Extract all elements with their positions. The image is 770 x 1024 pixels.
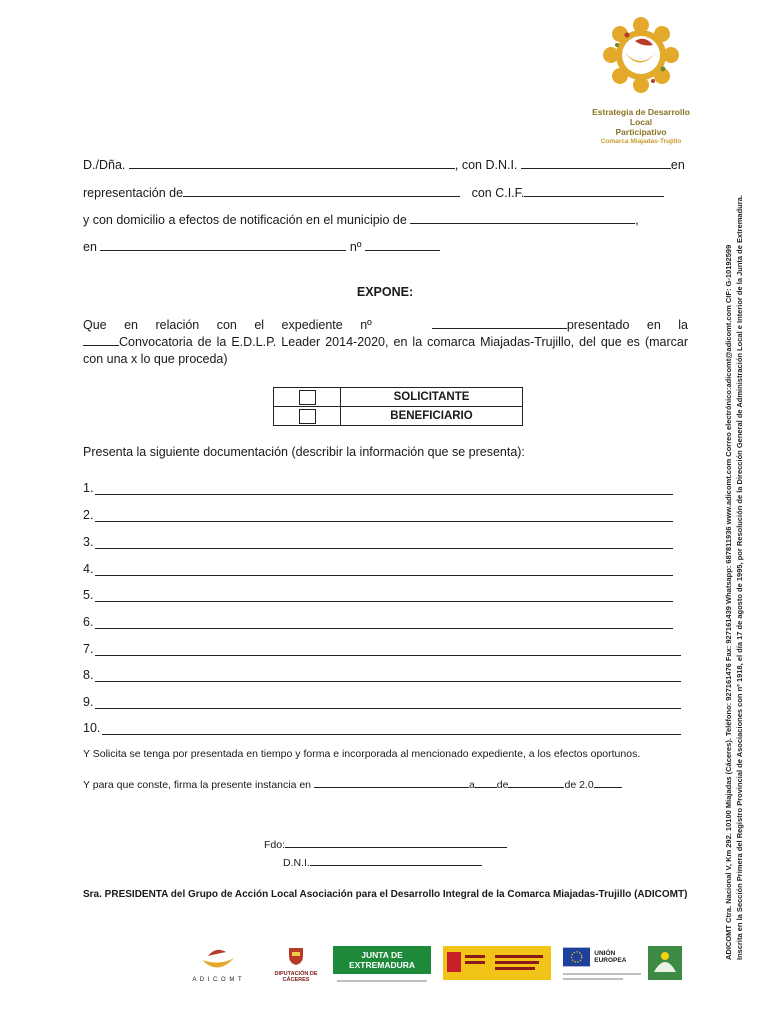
address-field[interactable] — [100, 239, 346, 251]
role-label-solicitante: SOLICITANTE — [341, 388, 523, 407]
solicita-text: Y Solicita se tenga por presentada en tiempo y forma e incorporada al mencionado expediente, a los efectos oportunos. — [83, 748, 641, 760]
doc-line-4[interactable] — [83, 562, 673, 576]
day-field[interactable] — [475, 777, 497, 788]
number-field[interactable] — [365, 239, 440, 251]
doc-line-8[interactable] — [83, 668, 681, 682]
domicile-comma: , — [635, 213, 639, 227]
signature-field[interactable] — [285, 837, 507, 848]
signature-dni-label: D.N.I. — [283, 857, 310, 869]
documentation-intro: Presenta la siguiente documentación (describir la información que se presenta): — [83, 445, 525, 459]
doc-line-field[interactable] — [95, 509, 673, 522]
address-label: en — [83, 240, 97, 254]
role-selection-table — [273, 387, 523, 426]
beneficiario-checkbox[interactable] — [299, 409, 316, 424]
expone-paragraph — [83, 317, 688, 368]
month-field[interactable] — [508, 777, 564, 788]
role-row-solicitante — [274, 388, 523, 407]
doc-line-number: 8. — [83, 668, 94, 682]
doc-line-field[interactable] — [95, 616, 673, 629]
dni-label: , con D.N.I. — [454, 158, 518, 172]
signature-dni-field[interactable] — [310, 855, 482, 866]
address-line — [83, 239, 440, 254]
doc-line-number: 9. — [83, 695, 94, 709]
doc-line-3[interactable] — [83, 535, 673, 549]
doc-line-number: 10. — [83, 721, 101, 735]
fdo-label: Fdo: — [264, 839, 286, 851]
logo-subtitle: Comarca Miajadas-Trujillo — [600, 138, 682, 145]
signature-line — [264, 837, 507, 852]
conste-year: de 2.0 — [564, 779, 594, 791]
gobierno-espana-logo — [443, 946, 551, 980]
side-legal-text — [723, 0, 745, 960]
union-europea-logo — [563, 946, 641, 986]
edlp-logo — [586, 12, 696, 145]
conste-de: de — [496, 779, 509, 791]
expone-start: Que en relación con el expediente nº — [83, 318, 372, 332]
expone-line1 — [83, 317, 688, 334]
doc-line-field[interactable] — [95, 589, 673, 602]
leader-star-icon — [648, 946, 682, 980]
municipality-field[interactable] — [410, 212, 635, 224]
conste-a: a — [468, 779, 475, 791]
expone-heading: EXPONE: — [356, 285, 414, 299]
addressee: Sra. PRESIDENTA del Grupo de Acción Local Asociación para el Desarrollo Integral de la Comarca Miajadas-Trujillo (ADICOMT) — [83, 889, 688, 900]
doc-line-field[interactable] — [95, 669, 681, 682]
junta-label: JUNTA DE EXTREMADURA — [333, 946, 431, 974]
doc-line-field[interactable] — [95, 536, 673, 549]
doc-line-field[interactable] — [95, 643, 681, 656]
doc-line-9[interactable] — [83, 695, 681, 709]
conste-line — [83, 777, 622, 792]
adicomt-logo — [175, 946, 260, 986]
doc-line-number: 6. — [83, 615, 94, 629]
convocatoria-field[interactable] — [83, 334, 119, 346]
adicomt-emblem-icon — [198, 946, 238, 972]
leader-logo — [648, 946, 682, 980]
checkbox-cell[interactable] — [274, 388, 341, 407]
diputacion-label: DIPUTACIÓN DE CÁCERES — [274, 971, 318, 983]
doc-line-field[interactable] — [95, 563, 673, 576]
logo-title-line1: Estrategia de Desarrollo Local — [592, 107, 690, 127]
checkbox-cell[interactable] — [274, 407, 341, 426]
side-text-line1: ADICOMT Ctra. Nacional V, Km 292. 10100 Miajadas (Cáceres). Teléfono: 927161476 Fax: 927161439 Whatsapp: 687811936 www.adicomt.com Correo electrónico:adicomt@adicomt.com CIF: G-10192599 — [724, 244, 733, 960]
spain-coat-of-arms-icon — [443, 946, 551, 980]
doc-line-field[interactable] — [102, 722, 681, 735]
doc-line-number: 1. — [83, 481, 94, 495]
flower-logo-icon — [586, 12, 696, 102]
cif-label: con C.I.F. — [471, 186, 525, 200]
number-label: nº — [349, 240, 362, 254]
doc-line-5[interactable] — [83, 588, 673, 602]
expone-line2 — [83, 334, 688, 368]
junta-logo — [333, 946, 431, 986]
representation-line — [83, 185, 664, 200]
union-label: UNIÓN EUROPEA — [594, 950, 627, 964]
doc-line-7[interactable] — [83, 642, 681, 656]
doc-line-1[interactable] — [83, 481, 673, 495]
conste-start: Y para que conste, firma la presente instancia en — [83, 779, 312, 791]
year-field[interactable] — [594, 777, 622, 788]
expone-rest: Convocatoria de la E.D.L.P. Leader 2014-2020, en la comarca Miajadas-Trujillo, del que es (marcar con una x lo que proceda) — [83, 335, 688, 366]
doc-line-number: 2. — [83, 508, 94, 522]
domicile-line — [83, 212, 639, 227]
doc-line-number: 4. — [83, 562, 94, 576]
doc-line-6[interactable] — [83, 615, 673, 629]
doc-line-number: 5. — [83, 588, 94, 602]
cif-field[interactable] — [524, 185, 664, 197]
role-label-beneficiario: BENEFICIARIO — [341, 407, 523, 426]
solicitante-checkbox[interactable] — [299, 390, 316, 405]
doc-line-2[interactable] — [83, 508, 673, 522]
doc-line-field[interactable] — [95, 696, 681, 709]
eu-flag-icon — [563, 946, 590, 968]
side-text-line2: Inscrita en la Sección Primera del Registro Provincial de Asociaciones con nº 1918, el día 17 de agosto de 1995, por Resolución de la Dirección General de Administración Local e Interior de la Junta de Extremadura. — [735, 195, 744, 960]
doc-line-field[interactable] — [95, 482, 673, 495]
role-row-beneficiario — [274, 407, 523, 426]
applicant-line — [83, 157, 685, 172]
adicomt-label: A D I C O M T — [192, 977, 243, 983]
expone-mid: presentado en la — [566, 318, 688, 332]
doc-line-number: 3. — [83, 535, 94, 549]
dni-field[interactable] — [521, 157, 671, 169]
diputacion-logo — [266, 946, 326, 986]
domicile-label: y con domicilio a efectos de notificación en el municipio de — [83, 213, 407, 227]
place-field[interactable] — [314, 777, 469, 788]
logo-title-line2: Participativo — [615, 127, 667, 137]
doc-line-10[interactable] — [83, 721, 681, 735]
representation-field[interactable] — [183, 185, 460, 197]
name-field[interactable] — [129, 157, 455, 169]
diputacion-shield-icon — [286, 946, 306, 966]
expedient-field[interactable] — [432, 317, 567, 329]
doc-line-number: 7. — [83, 642, 94, 656]
in-label: en — [670, 158, 685, 172]
representation-label: representación de — [83, 186, 184, 200]
signature-dni-line — [283, 855, 482, 870]
name-label: D./Dña. — [83, 158, 126, 172]
